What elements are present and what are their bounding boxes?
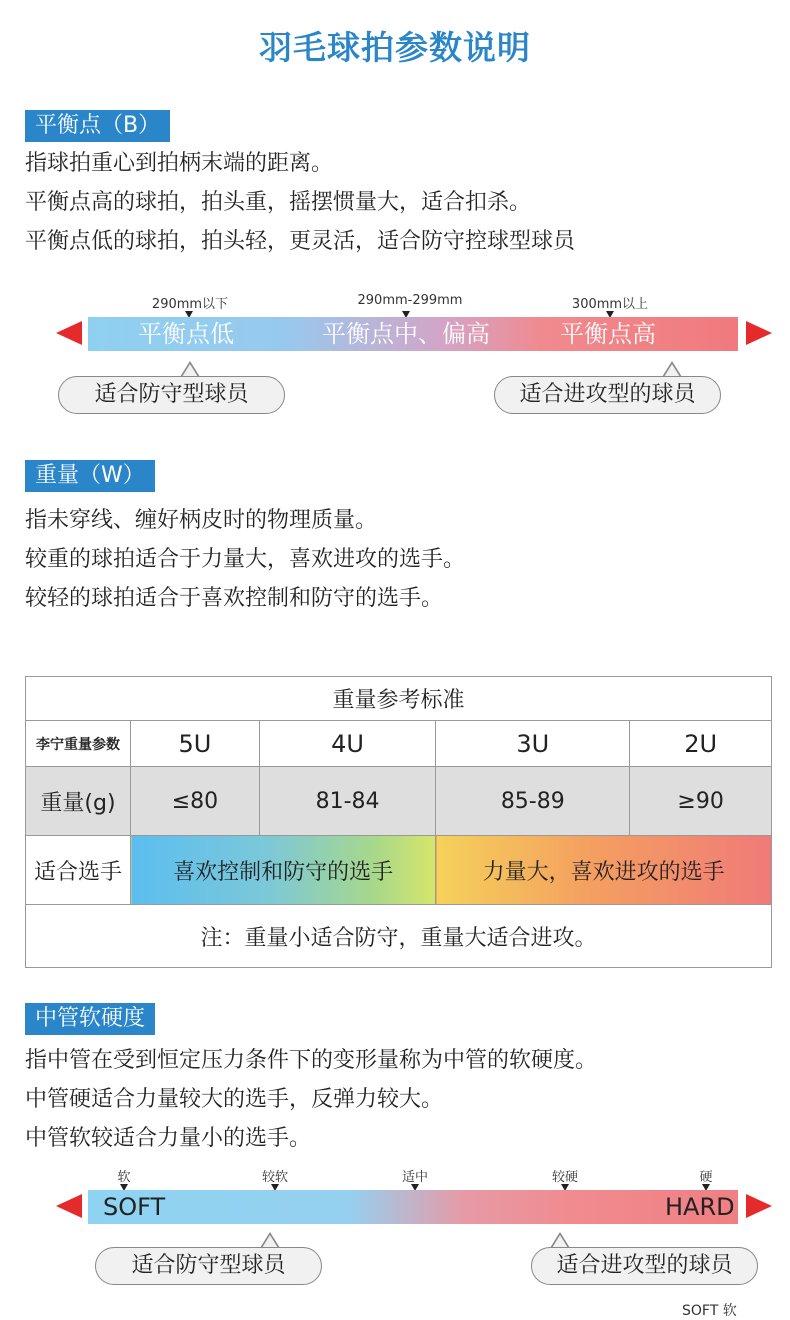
arrow-right-icon xyxy=(746,1194,772,1218)
stiffness-tick-stiffer: 较硬 xyxy=(551,1170,578,1185)
stiffness-tick-hard: 硬 xyxy=(699,1170,713,1185)
balance-section-tag: 平衡点（B） xyxy=(25,110,170,142)
weight-line: 较重的球拍适合于力量大，喜欢进攻的选手。 xyxy=(25,547,466,572)
page-title: 羽毛球拍参数说明 xyxy=(259,28,531,67)
stiffness-bar-soft-label: SOFT xyxy=(103,1193,166,1221)
stiffness-pill-defensive: 适合防守型球员 xyxy=(95,1247,322,1285)
table-col-4u: 4U xyxy=(259,721,435,767)
table-note: 注：重量小适合防守，重量大适合进攻。 xyxy=(26,905,772,968)
weight-line: 较轻的球拍适合于喜欢控制和防守的选手。 xyxy=(25,586,444,611)
balance-pill-defensive: 适合防守型球员 xyxy=(58,376,285,414)
stiffness-line: 中管软较适合力量小的选手。 xyxy=(25,1126,312,1151)
stiffness-tick-softer: 较软 xyxy=(261,1170,288,1185)
bottom-cut-note: SOFT 软 xyxy=(682,1303,737,1319)
table-suit-defensive: 喜欢控制和防守的选手 xyxy=(131,836,436,905)
stiffness-pill-offensive: 适合进攻型的球员 xyxy=(531,1247,758,1285)
weight-description xyxy=(25,501,465,618)
table-title: 重量参考标准 xyxy=(26,677,772,721)
table-suit-label: 适合选手 xyxy=(26,836,131,905)
balance-bar-label-high: 平衡点高 xyxy=(560,320,656,348)
table-col-5u: 5U xyxy=(131,721,260,767)
arrow-left-icon xyxy=(56,1194,82,1218)
balance-tick-low: 290mm以下 xyxy=(151,297,229,312)
table-suit-offensive: 力量大，喜欢进攻的选手 xyxy=(436,836,772,905)
balance-bar-label-low: 平衡点低 xyxy=(138,320,234,348)
stiffness-gradient-bar xyxy=(88,1190,738,1224)
table-weight-value: ≤80 xyxy=(131,767,260,836)
stiffness-tick-soft: 软 xyxy=(117,1170,131,1185)
table-col-3u: 3U xyxy=(436,721,630,767)
stiffness-bar-hard-label: HARD xyxy=(665,1193,735,1221)
table-col-2u: 2U xyxy=(630,721,772,767)
balance-line: 平衡点低的球拍，拍头轻，更灵活，适合防守控球型球员 xyxy=(25,229,576,254)
arrow-right-icon xyxy=(746,321,772,345)
balance-pill-offensive: 适合进攻型的球员 xyxy=(494,376,721,414)
balance-tick-high: 300mm以上 xyxy=(571,297,649,312)
weight-line: 指未穿线、缠好柄皮时的物理质量。 xyxy=(25,508,378,533)
balance-line: 平衡点高的球拍，拍头重，摇摆惯量大，适合扣杀。 xyxy=(25,190,532,215)
stiffness-line: 指中管在受到恒定压力条件下的变形量称为中管的软硬度。 xyxy=(25,1048,598,1073)
weight-reference-table xyxy=(25,676,772,968)
balance-bar-label-mid: 平衡点中、偏高 xyxy=(322,320,490,348)
stiffness-section-tag: 中管软硬度 xyxy=(25,1003,155,1035)
balance-line: 指球拍重心到拍柄末端的距离。 xyxy=(25,151,334,176)
weight-section-tag: 重量（W） xyxy=(25,460,155,492)
balance-tick-mid: 290mm-299mm xyxy=(357,293,463,308)
stiffness-tick-medium: 适中 xyxy=(401,1170,428,1185)
arrow-left-icon xyxy=(56,321,82,345)
table-header-label: 李宁重量参数 xyxy=(26,721,131,767)
stiffness-description xyxy=(25,1041,597,1158)
balance-description xyxy=(25,144,575,261)
table-weight-value: ≥90 xyxy=(630,767,772,836)
table-weight-value: 81-84 xyxy=(259,767,435,836)
table-weight-label: 重量(g) xyxy=(26,767,131,836)
table-weight-value: 85-89 xyxy=(436,767,630,836)
stiffness-line: 中管硬适合力量较大的选手，反弹力较大。 xyxy=(25,1087,444,1112)
